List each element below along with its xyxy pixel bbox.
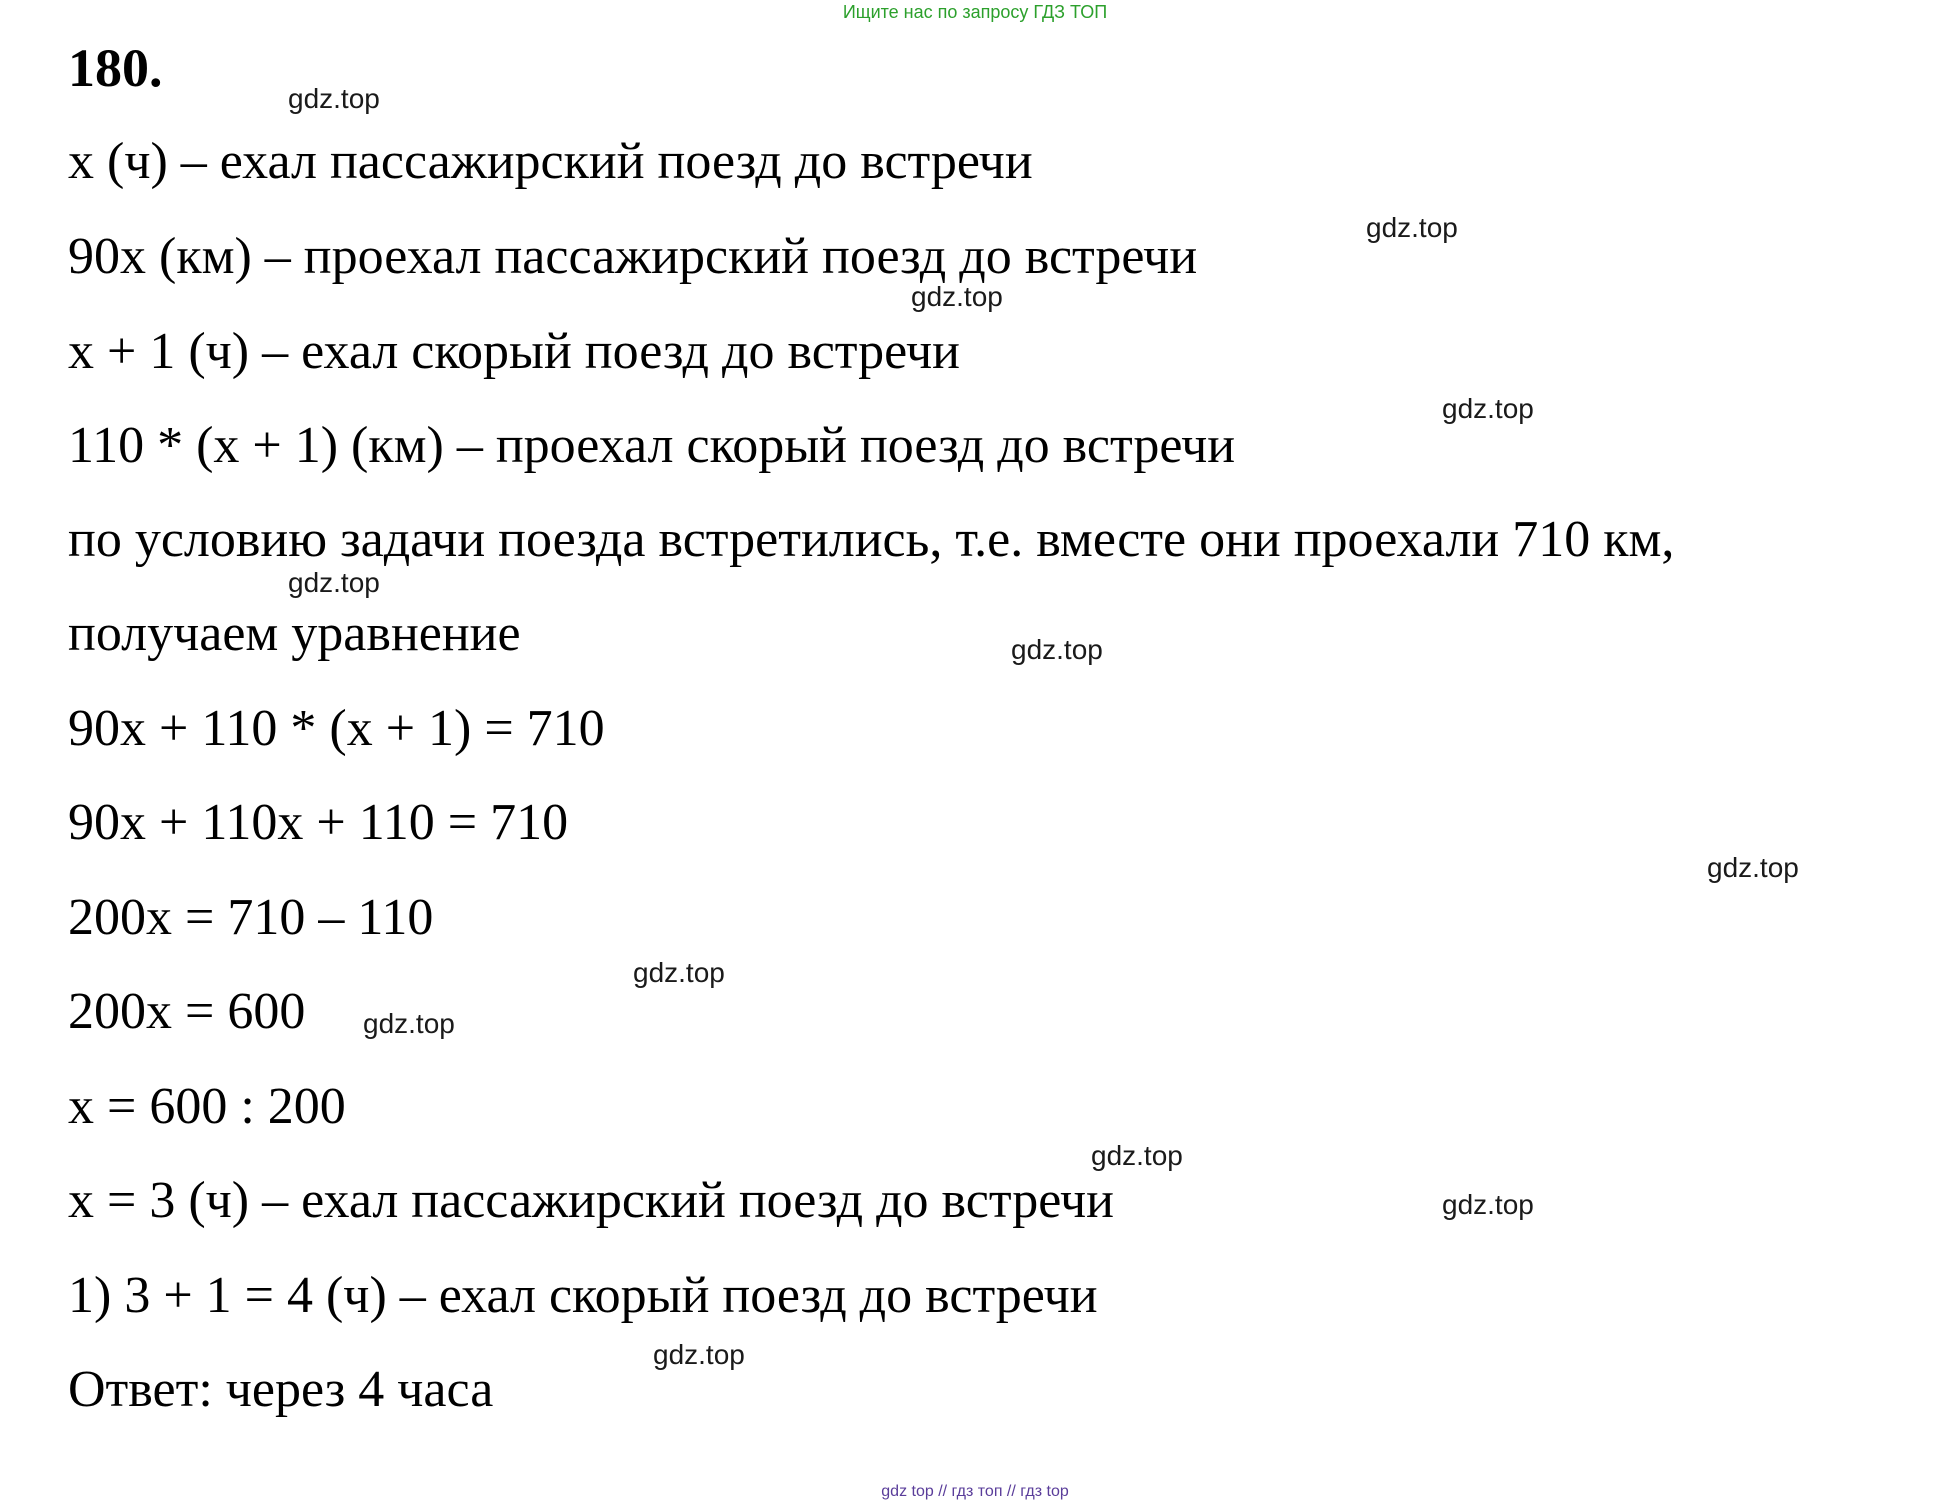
solution-line-2: 90x (км) – проехал пассажирский поезд до встречи [68,228,1198,285]
result-line-1: x = 3 (ч) – ехал пассажирский поезд до встречи [68,1172,1114,1229]
result-line-2: 1) 3 + 1 = 4 (ч) – ехал скорый поезд до встречи [68,1267,1098,1324]
equation-line-5: x = 600 : 200 [68,1078,346,1135]
footer-links: gdz top // гдз топ // гдз top [881,1483,1069,1500]
solution-line-5: по условию задачи поезда встретились, т.е. вместе они проехали 710 км, [68,511,1675,568]
watermark: gdz.top [1366,212,1458,243]
equation-line-1: 90x + 110 * (x + 1) = 710 [68,700,605,757]
watermark: gdz.top [1442,393,1534,424]
equation-line-4: 200x = 600 [68,983,306,1040]
equation-line-3: 200x = 710 – 110 [68,889,434,946]
watermark: gdz.top [633,957,725,988]
solution-line-1: x (ч) – ехал пассажирский поезд до встречи [68,133,1033,190]
solution-line-3: x + 1 (ч) – ехал скорый поезд до встречи [68,323,960,380]
equation-line-2: 90x + 110x + 110 = 710 [68,794,569,851]
top-banner: Ищите нас по запросу ГДЗ ТОП [842,2,1108,22]
watermark: gdz.top [288,567,380,598]
watermark: gdz.top [363,1008,455,1039]
solution-line-4: 110 * (x + 1) (км) – проехал скорый поезд до встречи [68,417,1236,474]
problem-number: 180. [68,38,163,98]
solution-line-6: получаем уравнение [68,605,521,662]
watermark: gdz.top [1091,1140,1183,1171]
answer-line: Ответ: через 4 часа [68,1361,494,1418]
watermark: gdz.top [911,281,1003,312]
watermark: gdz.top [1442,1189,1534,1220]
watermark: gdz.top [1011,634,1103,665]
watermark: gdz.top [288,83,380,114]
watermark: gdz.top [653,1339,745,1370]
watermark: gdz.top [1707,852,1799,883]
